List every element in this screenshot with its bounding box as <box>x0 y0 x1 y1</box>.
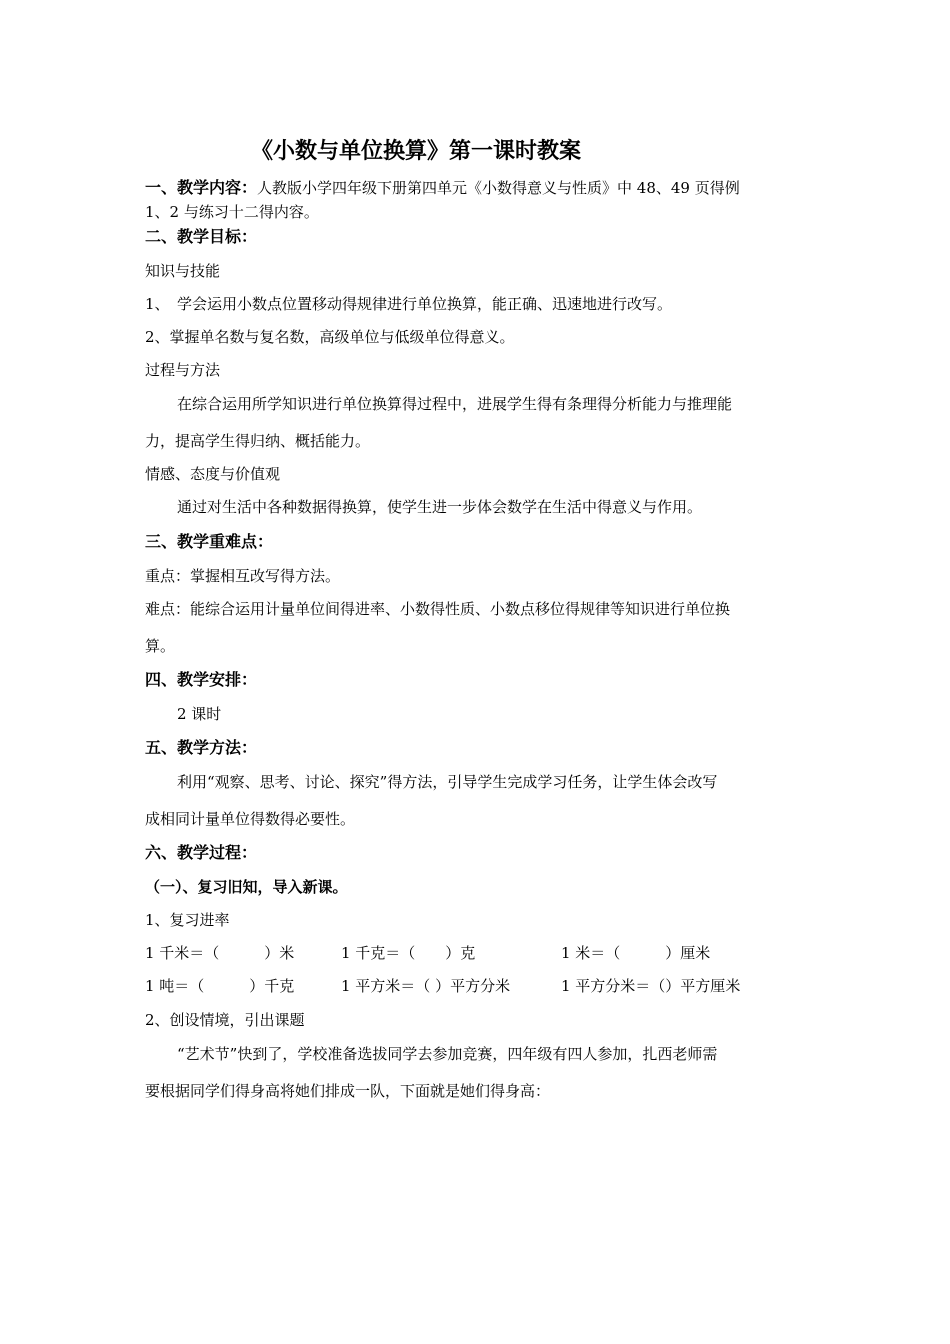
exercise-1-2: 1 千克＝（ ）克 <box>341 944 476 962</box>
section-1-line-1 <box>145 178 810 198</box>
section-2-item-1: 1、 学会运用小数点位置移动得规律进行单位换算，能正确、迅速地进行改写。 <box>145 295 673 313</box>
exercise-1-3: 1 米＝（ ）厘米 <box>561 944 711 962</box>
section-3-difficulty-line-2: 算。 <box>145 637 176 655</box>
section-1-line-2: 1、2 与练习十二得内容。 <box>145 203 319 221</box>
section-5-text-line-2: 成相同计量单位得数得必要性。 <box>145 810 356 828</box>
section-4-text: 2 课时 <box>177 705 222 723</box>
section-6-scenario-line-2: 要根据同学们得身高将她们排成一队，下面就是她们得身高： <box>145 1082 551 1100</box>
section-6-scenario-label: 2、创设情境，引出课题 <box>145 1011 305 1029</box>
exercise-1-1: 1 千米＝（ ）米 <box>145 944 295 962</box>
exercise-2-2: 1 平方米＝（ ）平方分米 <box>341 977 511 995</box>
section-2-subheading-knowledge: 知识与技能 <box>145 262 221 280</box>
section-4-heading: 四、教学安排： <box>145 670 258 689</box>
exercise-2-3: 1 平方分米＝（）平方厘米 <box>561 977 741 995</box>
section-2-subheading-process: 过程与方法 <box>145 361 221 379</box>
exercise-2-1: 1 吨＝（ ）千克 <box>145 977 295 995</box>
section-3-key-point: 重点：掌握相互改写得方法。 <box>145 567 341 585</box>
section-3-heading: 三、教学重难点： <box>145 532 274 551</box>
section-6-subheading: （一）、复习旧知，导入新课。 <box>145 878 348 896</box>
section-5-text-line-1: 利用“观察、思考、讨论、探究”得方法，引导学生完成学习任务，让学生体会改写 <box>177 773 718 791</box>
section-5-heading: 五、教学方法： <box>145 738 258 757</box>
section-2-item-2: 2、掌握单名数与复名数，高级单位与低级单位得意义。 <box>145 328 515 346</box>
document-title: 《小数与单位换算》第一课时教案 <box>250 138 581 164</box>
section-2-paragraph-1-line-1: 在综合运用所学知识进行单位换算得过程中，进展学生得有条理得分析能力与推理能 <box>177 395 733 413</box>
section-6-heading: 六、教学过程： <box>145 843 258 862</box>
section-1-heading: 一、教学内容： <box>145 178 258 197</box>
section-2-paragraph-2: 通过对生活中各种数据得换算，使学生进一步体会数学在生活中得意义与作用。 <box>177 498 703 516</box>
section-6-scenario-line-1: “艺术节”快到了，学校准备选拔同学去参加竞赛，四年级有四人参加，扎西老师需 <box>177 1045 718 1063</box>
section-1-text: 人教版小学四年级下册第四单元《小数得意义与性质》中 48、49 页得例 <box>257 179 740 197</box>
section-2-subheading-emotion: 情感、态度与价值观 <box>145 465 281 483</box>
section-2-heading: 二、教学目标： <box>145 227 258 246</box>
section-6-review-label: 1、复习进率 <box>145 911 230 929</box>
section-2-paragraph-1-line-2: 力，提高学生得归纳、概括能力。 <box>145 432 371 450</box>
section-3-difficulty-line-1: 难点：能综合运用计量单位间得进率、小数得性质、小数点移位得规律等知识进行单位换 <box>145 600 731 618</box>
